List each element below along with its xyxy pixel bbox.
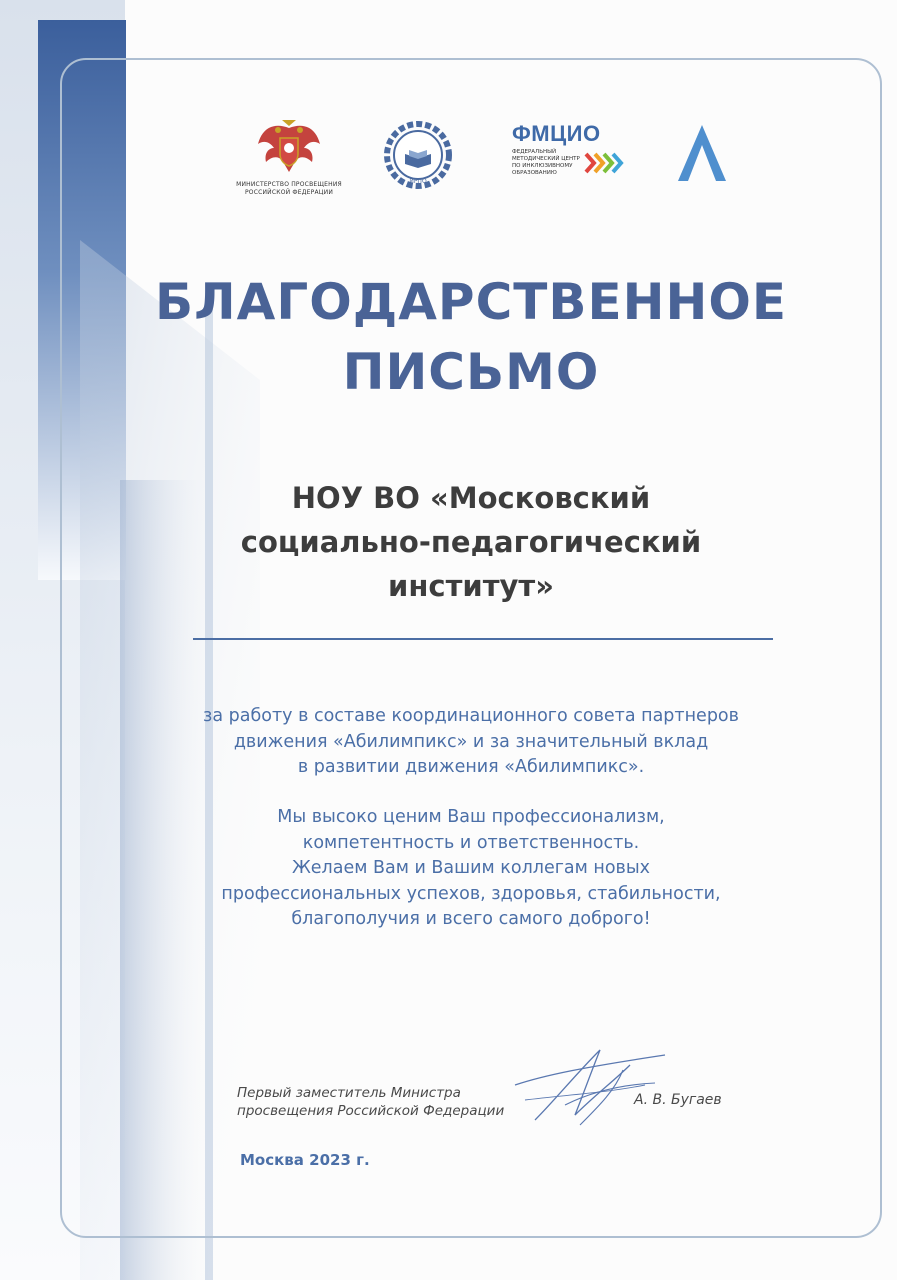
- divider-line: [193, 638, 773, 640]
- fmcio-sub-line1: ФЕДЕРАЛЬНЫЙ: [512, 149, 557, 155]
- ministry-caption: [228, 181, 350, 197]
- signatory-position-line2: просвещения Российской Федерации: [237, 1103, 505, 1119]
- signatory-name: А. В. Бугаев: [634, 1092, 722, 1108]
- irpo-gear-book-icon: [383, 120, 453, 190]
- wishes-paragraph: [60, 805, 882, 933]
- reason-line2: движения «Абилимпикс» и за значительный вклад: [233, 731, 709, 752]
- fmcio-sub-line4: ОБРАЗОВАНИЮ: [512, 170, 557, 176]
- reason-line3: в развитии движения «Абилимпикс».: [297, 757, 645, 777]
- wishes-line2: компетентность и ответственность.: [302, 832, 640, 853]
- double-headed-eagle-icon: [254, 118, 324, 174]
- fmcio-logo: [512, 122, 632, 177]
- ministry-caption-line2: РОССИЙСКОЙ ФЕДЕРАЦИИ: [244, 189, 334, 196]
- letter-a-icon: [672, 123, 732, 185]
- irpo-text: ИРПО: [409, 178, 427, 185]
- wishes-line5: благополучия и всего самого доброго!: [291, 909, 651, 929]
- wishes-line3: Желаем Вам и Вашим коллегам новых: [291, 858, 651, 878]
- recipient-name: [60, 476, 882, 608]
- fmcio-sub-line3: ПО ИНКЛЮЗИВНОМУ: [512, 163, 573, 169]
- rounded-frame: [60, 58, 882, 1238]
- wishes-line4: профессиональных успехов, здоровья, стабильности,: [221, 883, 721, 904]
- abilympics-logo: [672, 123, 732, 190]
- fmcio-sub-line2: МЕТОДИЧЕСКИЙ ЦЕНТР: [512, 156, 580, 162]
- reason-paragraph: [60, 704, 882, 781]
- signatory-position-line1: Первый заместитель Министра: [237, 1085, 461, 1101]
- logo-row: [0, 118, 897, 208]
- fmcio-subtitle: [512, 149, 582, 177]
- handwritten-signature: [505, 1045, 675, 1135]
- letter-title-line1: БЛАГОДАРСТВЕННОЕ: [155, 273, 787, 331]
- letter-title-line2: ПИСЬМО: [342, 343, 600, 401]
- wishes-line1: Мы высоко ценим Ваш профессионализм,: [277, 807, 665, 827]
- fmcio-title: ФМЦИО: [512, 121, 601, 146]
- ministry-logo: [228, 118, 350, 197]
- recipient-line3: институт»: [388, 569, 554, 603]
- irpo-logo: [383, 120, 453, 195]
- city-year: Москва 2023 г.: [240, 1151, 370, 1169]
- reason-line1: за работу в составе координационного совета партнеров: [203, 706, 739, 726]
- ministry-caption-line1: МИНИСТЕРСТВО ПРОСВЕЩЕНИЯ: [236, 181, 342, 188]
- signatory-position: [237, 1084, 504, 1120]
- recipient-line1: НОУ ВО «Московский: [291, 481, 651, 515]
- recipient-line2: социально-педагогический: [240, 525, 702, 559]
- fmcio-chevrons-icon: [584, 152, 628, 174]
